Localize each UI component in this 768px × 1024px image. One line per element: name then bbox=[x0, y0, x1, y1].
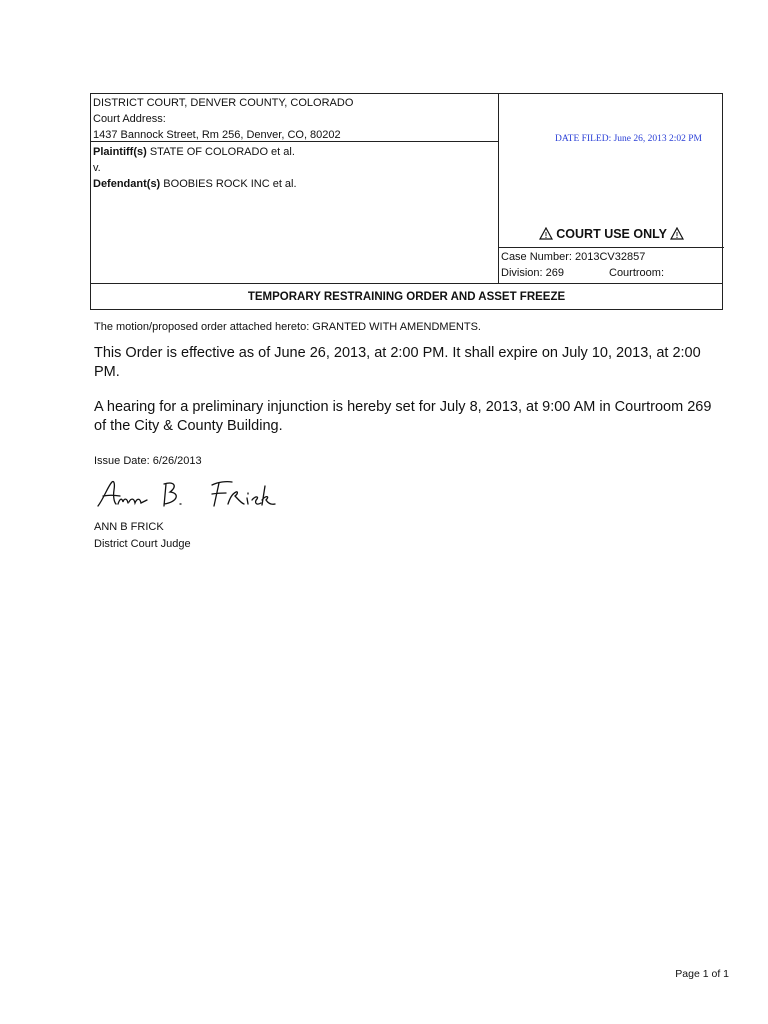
issue-date-line bbox=[94, 454, 734, 468]
courtroom-label: Courtroom: bbox=[609, 267, 665, 279]
court-name: DISTRICT COURT, DENVER COUNTY, COLORADO bbox=[93, 97, 354, 109]
judge-signature bbox=[94, 476, 284, 516]
issue-date: 6/26/2013 bbox=[152, 455, 202, 467]
judge-name: ANN B FRICK bbox=[94, 521, 164, 533]
order-effective-paragraph: This Order is effective as of June 26, 2013, at 2:00 PM. It shall expire on July 10, 2013, at 2:00 PM. bbox=[94, 345, 701, 380]
court-use-only-heading bbox=[499, 226, 724, 242]
court-info-cell bbox=[91, 94, 499, 142]
page-number: Page 1 of 1 bbox=[675, 968, 729, 980]
date-filed-stamp: DATE FILED: June 26, 2013 2:02 PM bbox=[555, 134, 702, 144]
plaintiff-label: Plaintiff(s) bbox=[93, 146, 147, 158]
division-line bbox=[501, 265, 722, 281]
division-label: Division: bbox=[501, 267, 543, 279]
case-number: 2013CV32857 bbox=[574, 251, 646, 263]
court-address: 1437 Bannock Street, Rm 256, Denver, CO, 80202 bbox=[93, 129, 341, 141]
versus-text: v. bbox=[93, 162, 101, 174]
plaintiff-line bbox=[93, 144, 496, 160]
warning-triangle-icon bbox=[670, 227, 684, 240]
hearing-paragraph: A hearing for a preliminary injunction is hereby set for July 8, 2013, at 9:00 AM in Courtroom 269 of the City & County Building. bbox=[94, 399, 712, 434]
defendant-label: Defendant(s) bbox=[93, 178, 161, 190]
defendant-line bbox=[93, 176, 496, 192]
issue-date-label: Issue Date: bbox=[94, 455, 150, 467]
case-caption-table bbox=[90, 93, 723, 310]
case-number-cell bbox=[499, 248, 724, 283]
plaintiff-name: STATE OF COLORADO et al. bbox=[149, 146, 295, 158]
order-title: TEMPORARY RESTRAINING ORDER AND ASSET FREEZE bbox=[91, 283, 722, 310]
court-use-cell bbox=[499, 94, 724, 248]
parties-cell bbox=[91, 142, 499, 283]
defendant-name: BOOBIES ROCK INC et al. bbox=[163, 178, 297, 190]
court-address-label: Court Address: bbox=[93, 113, 166, 125]
warning-triangle-icon bbox=[539, 227, 553, 240]
case-number-line bbox=[501, 249, 722, 265]
division-value: 269 bbox=[545, 267, 564, 279]
case-number-label: Case Number: bbox=[501, 251, 572, 263]
motion-status-line: The motion/proposed order attached hereto: GRANTED WITH AMENDMENTS. bbox=[94, 321, 481, 333]
court-use-only-text: COURT USE ONLY bbox=[556, 227, 667, 241]
judge-title: District Court Judge bbox=[94, 538, 191, 550]
